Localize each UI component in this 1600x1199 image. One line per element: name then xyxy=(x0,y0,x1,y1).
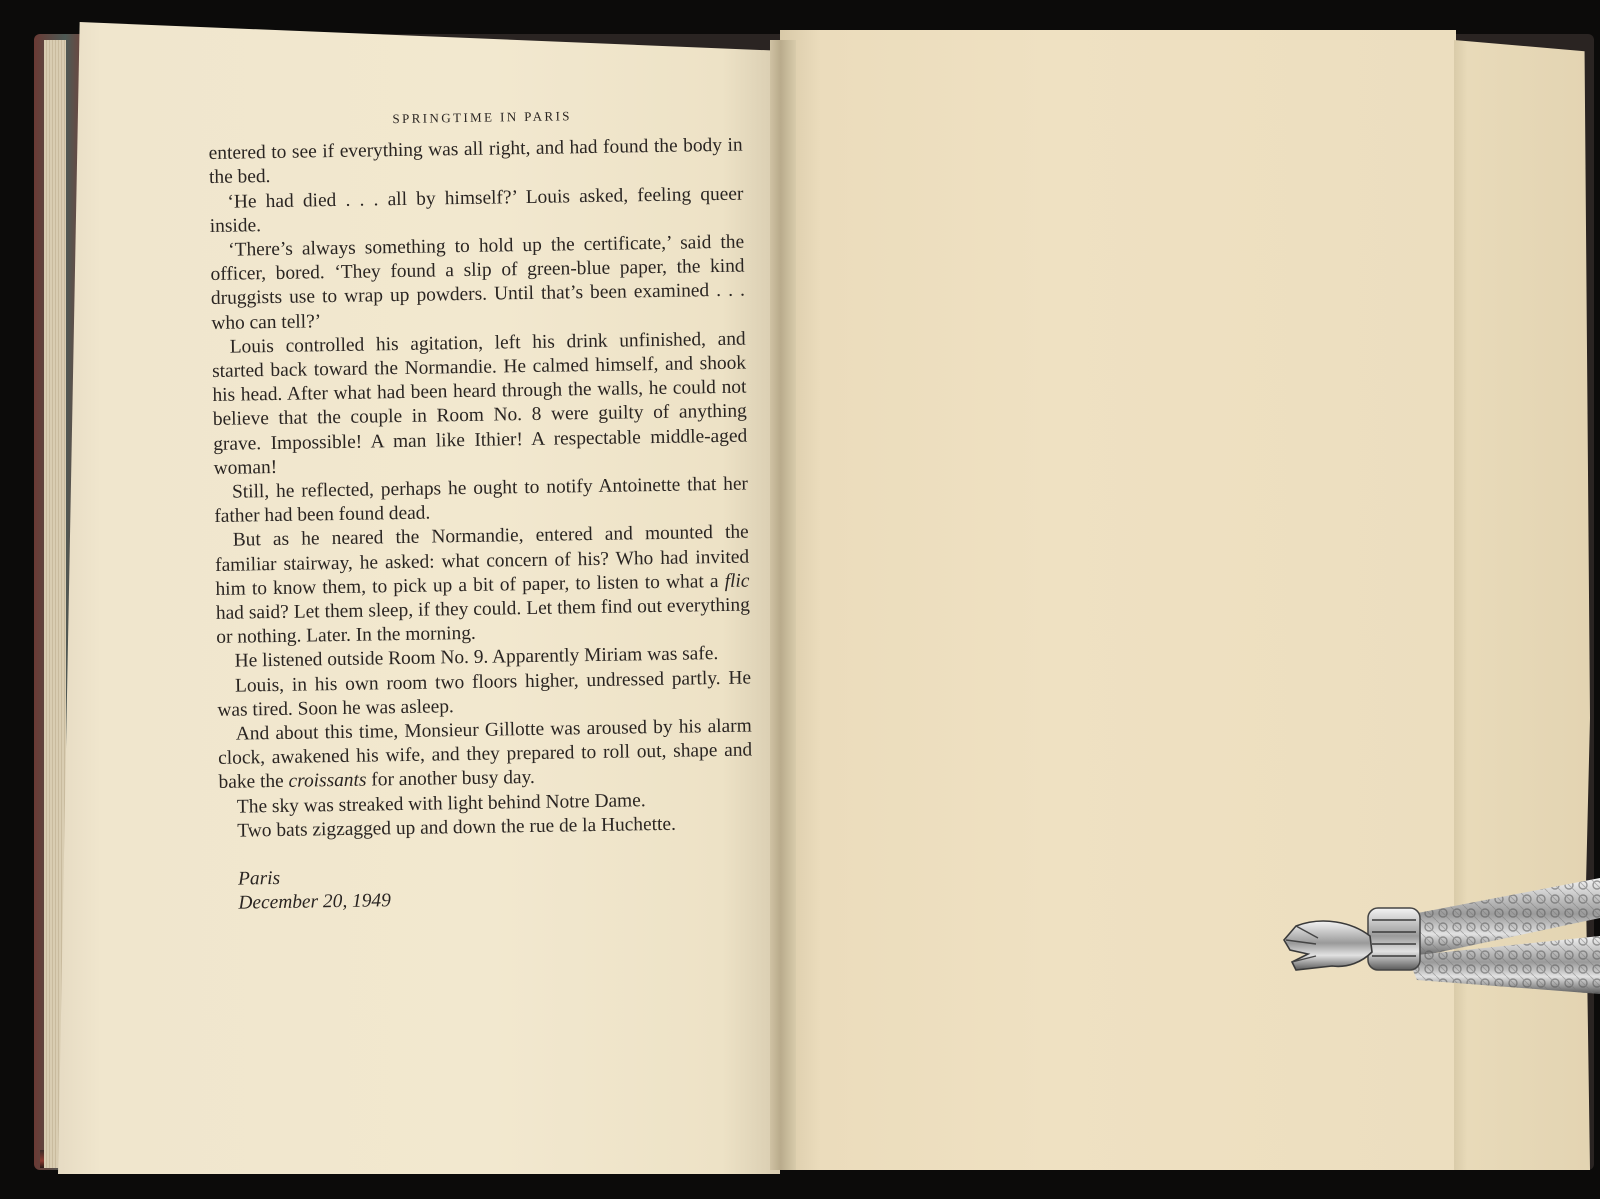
paragraph-text: Louis controlled his agitation, left his drink unfinished, and started back toward the Normandie. He calmed himself, and shook his head. After what had been heard through the walls, he could not believe that the couple in Room No. 8 were guilty of anything grave. Impossible! A man like Ithier! A respectable middle-aged woman! xyxy=(211,328,748,479)
book-gutter xyxy=(770,40,796,1170)
paragraph xyxy=(212,327,748,481)
dateline xyxy=(220,860,755,916)
paragraph xyxy=(209,182,744,239)
paragraph-text: for another busy day. xyxy=(366,767,536,792)
paragraph xyxy=(209,134,744,191)
paragraph xyxy=(214,473,749,530)
dateline-date: December 20, 1949 xyxy=(238,890,391,914)
paragraph-text: And about this time, Monsieur Gillotte was aroused by his alarm clock, awakened his wife, and they prepared to roll out, shape and bake the xyxy=(218,715,753,794)
page-body xyxy=(209,134,754,844)
paragraph xyxy=(210,231,745,336)
paragraph-text: He listened outside Room No. 9. Apparently Miriam was safe. xyxy=(234,643,719,673)
page-text xyxy=(208,102,755,916)
paragraph xyxy=(215,521,751,650)
paragraph-text: entered to see if everything was all right, and had found the body in the bed. xyxy=(208,134,743,189)
paragraph xyxy=(217,666,752,723)
silver-hand-page-clip-icon xyxy=(1282,878,1600,1018)
paragraph-text: But as he neared the Normandie, entered and mounted the familiar stairway, he asked: what concern of his? Who had invited him to know them, to pick up a bit of paper, to listen to what a xyxy=(214,522,750,600)
paragraph-text: Still, he reflected, perhaps he ought to notify Antoinette that her father had been found dead. xyxy=(214,473,749,528)
dateline-place: Paris xyxy=(237,868,281,890)
italic-word: flic xyxy=(724,570,750,592)
running-head: SPRINGTIME IN PARIS xyxy=(392,108,572,127)
paragraph-text: Two bats zigzagged up and down the rue de la Huchette. xyxy=(237,813,677,842)
paragraph-text: The sky was streaked with light behind Notre Dame. xyxy=(236,789,646,818)
paragraph-text: had said? Let them sleep, if they could. Let them find out everything or nothing. Later. In the morning. xyxy=(215,594,751,649)
paragraph-text: ‘There’s always something to hold up the certificate,’ said the officer, bored. ‘They found a slip of green-blue paper, the kind druggists use to wrap up powders. Until that’s been examined . . . who can tell?’ xyxy=(210,231,746,334)
paragraph xyxy=(218,715,753,796)
italic-word: croissants xyxy=(288,770,367,793)
paragraph-text: ‘He had died . . . all by himself?’ Louis asked, feeling queer inside. xyxy=(209,183,744,237)
paragraph-text: Louis, in his own room two floors higher, undressed partly. He was tired. Soon he was asleep. xyxy=(217,667,752,721)
